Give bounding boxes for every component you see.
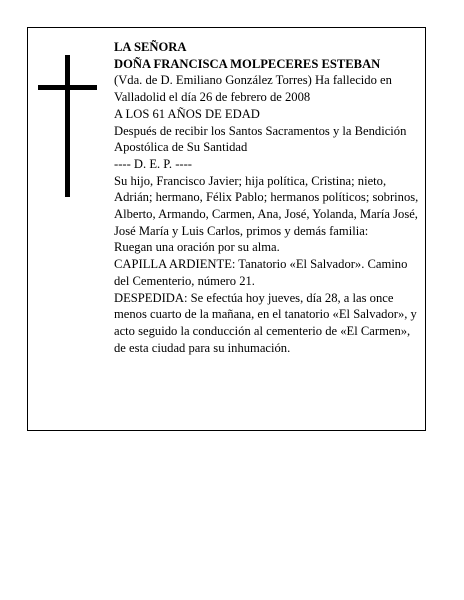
deceased-name: DOÑA FRANCISCA MOLPECERES ESTEBAN <box>114 56 381 71</box>
chapel-info: CAPILLA ARDIENTE: Tanatorio «El Salvador». Camino del Cementerio, número 21. <box>114 257 408 288</box>
obituary-text <box>114 39 420 356</box>
cross-icon-horizontal-bar <box>38 85 97 90</box>
age-line: A LOS 61 AÑOS DE EDAD <box>114 106 260 121</box>
notice-title: LA SEÑORA <box>114 40 187 54</box>
death-info: (Vda. de D. Emiliano González Torres) Ha fallecido en Valladolid el día 26 de febrero de 2008 <box>114 73 392 105</box>
family-list: Su hijo, Francisco Javier; hija política, Cristina; nieto, Adrián; hermano, Félix Pablo; hermanos políticos; sobrinos, Alberto, Armando, Carmen, Ana, José, Yolanda, María José, José María y Luis Carlos, primos y demás familia: <box>114 173 419 238</box>
prayer-line: Ruegan una oración por su alma. <box>114 240 280 255</box>
cross-icon-vertical-bar <box>65 55 70 197</box>
farewell-info: DESPEDIDA: Se efectúa hoy jueves, día 28, a las once menos cuarto de la mañana, en el tanatorio «El Salvador», y acto seguido la conducción al cementerio de «El Carmen», de esta ciudad para su inhumación. <box>114 290 417 355</box>
rip-line: ---- D. E. P. ---- <box>114 156 192 171</box>
sacraments-line: Después de recibir los Santos Sacramentos y la Bendición Apostólica de Su Santidad <box>114 123 407 155</box>
